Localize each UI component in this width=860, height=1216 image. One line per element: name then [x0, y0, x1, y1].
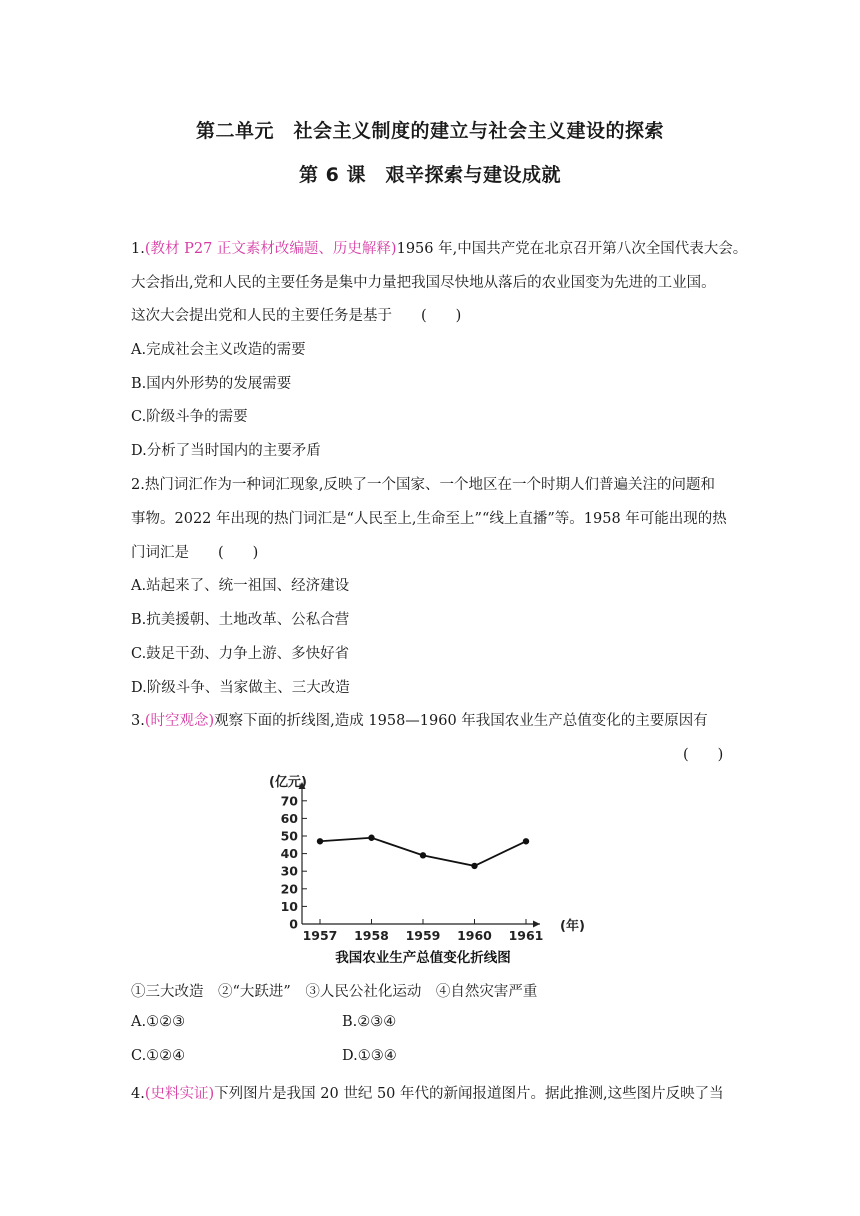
data-point	[368, 835, 374, 841]
y-tick-label: 60	[280, 810, 298, 826]
q2-option-c[interactable]: C.鼓足干劲、力争上游、多快好省	[131, 646, 350, 662]
q3-tag: (时空观念)	[144, 713, 215, 729]
q1-option-a[interactable]: A.完成社会主义改造的需要	[131, 342, 306, 358]
q3-option-a[interactable]: A.①②③	[131, 1014, 186, 1030]
q2-line-1: 2.热门词汇作为一种词汇现象,反映了一个国家、一个地区在一个时期人们普遍关注的问题和	[131, 477, 715, 493]
x-tick-label: 1958	[354, 928, 389, 943]
q4-number: 4.	[131, 1086, 145, 1102]
q1-line-1	[131, 237, 747, 258]
series-line	[320, 838, 526, 866]
lesson-title: 第 6 课 艰辛探索与建设成就	[299, 164, 561, 186]
data-point	[523, 838, 529, 844]
y-tick-label: 30	[280, 863, 298, 879]
q3-choices: ①三大改造 ②“大跃进” ③人民公社化运动 ④自然灾害严重	[131, 984, 538, 1000]
q3-line-1	[131, 709, 708, 730]
q3-option-c[interactable]: C.①②④	[131, 1048, 186, 1064]
y-tick-label: 40	[280, 846, 298, 862]
x-axis-arrow	[533, 921, 540, 928]
q1-option-b[interactable]: B.国内外形势的发展需要	[131, 376, 292, 392]
data-point	[420, 852, 426, 858]
q1-option-c[interactable]: C.阶级斗争的需要	[131, 409, 248, 425]
q1-line-2: 大会指出,党和人民的主要任务是集中力量把我国尽快地从落后的农业国变为先进的工业国。	[131, 275, 716, 291]
x-tick-label: 1960	[457, 928, 492, 943]
q3-option-d[interactable]: D.①③④	[342, 1048, 397, 1064]
agriculture-line-chart	[265, 770, 595, 970]
q1-option-d[interactable]: D.分析了当时国内的主要矛盾	[131, 443, 321, 459]
x-axis-label: (年)	[560, 919, 585, 934]
q1-number: 1.	[131, 241, 145, 257]
q2-line-2: 事物。2022 年出现的热门词汇是“人民至上,生命至上”“线上直播”等。1958 年可能出现的热	[131, 511, 727, 527]
q3-number: 3.	[131, 713, 145, 729]
y-tick-label: 10	[280, 898, 298, 914]
q2-option-b[interactable]: B.抗美援朝、土地改革、公私合营	[131, 612, 350, 628]
q2-option-a[interactable]: A.站起来了、统一祖国、经济建设	[131, 578, 350, 594]
x-tick-label: 1959	[405, 928, 441, 943]
x-tick-label: 1961	[508, 928, 544, 943]
q2-line-3: 门词汇是 ( )	[131, 545, 259, 561]
q1-tag: (教材 P27 正文素材改编题、历史解释)	[144, 241, 397, 257]
chart-title: 我国农业生产总值变化折线图	[335, 950, 511, 966]
q1-line-1-text: 1956 年,中国共产党在北京召开第八次全国代表大会。	[396, 241, 748, 257]
q1-line-3: 这次大会提出党和人民的主要任务是基于 ( )	[131, 308, 462, 324]
y-tick-label: 20	[280, 881, 298, 897]
q2-option-d[interactable]: D.阶级斗争、当家做主、三大改造	[131, 680, 350, 696]
data-point	[317, 838, 323, 844]
q4-line-1	[131, 1082, 724, 1103]
y-axis-label: (亿元)	[269, 775, 307, 790]
y-tick-label: 0	[289, 916, 298, 932]
q4-line-1-text: 下列图片是我国 20 世纪 50 年代的新闻报道图片。据此推测,这些图片反映了当	[214, 1086, 724, 1102]
y-tick-label: 70	[280, 793, 298, 809]
q4-tag: (史料实证)	[144, 1086, 215, 1102]
data-point	[471, 863, 477, 869]
y-tick-label: 50	[280, 828, 298, 844]
unit-title: 第二单元 社会主义制度的建立与社会主义建设的探索	[195, 120, 664, 142]
x-tick-label: 1957	[302, 928, 338, 943]
q3-line-1-text: 观察下面的折线图,造成 1958—1960 年我国农业生产总值变化的主要原因有	[214, 713, 708, 729]
q3-answer-bracket: ( )	[683, 747, 724, 763]
q3-option-b[interactable]: B.②③④	[342, 1014, 397, 1030]
